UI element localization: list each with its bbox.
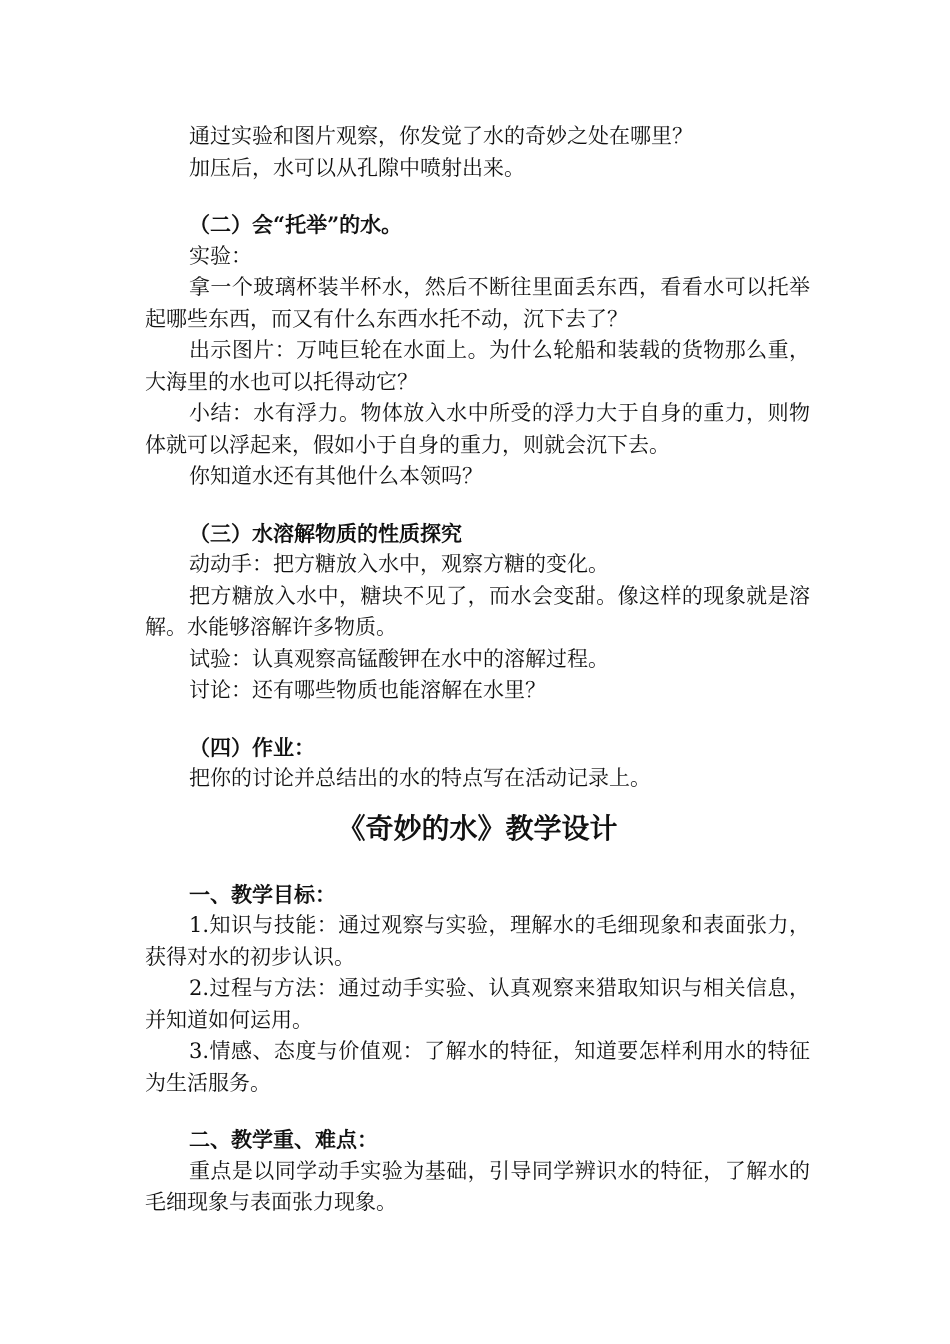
paragraph: 出示图片：万吨巨轮在水面上。为什么轮船和装载的货物那么重，大海里的水也可以托得动它？ bbox=[145, 338, 810, 394]
paragraph: 重点是以同学动手实验为基础，引导同学辨识水的特征，了解水的毛细现象与表面张力现象。 bbox=[145, 1158, 810, 1214]
document-body bbox=[145, 121, 810, 1219]
section-heading: （四）作业： bbox=[189, 734, 315, 760]
paragraph: 2.过程与方法：通过动手实验、认真观察来猎取知识与相关信息，并知道如何运用。 bbox=[145, 976, 810, 1032]
section-heading: 二、教学重、难点： bbox=[189, 1127, 378, 1152]
paragraph: 把方糖放入水中，糖块不见了，而水会变甜。像这样的现象就是溶解。水能够溶解许多物质。 bbox=[145, 583, 810, 639]
paragraph: 试验：认真观察高锰酸钾在水中的溶解过程。 bbox=[189, 646, 609, 671]
paragraph: 实验： bbox=[189, 243, 252, 268]
section-heading: （三）水溶解物质的性质探究 bbox=[189, 520, 462, 546]
paragraph: 讨论：还有哪些物质也能溶解在水里？ bbox=[189, 678, 546, 702]
paragraph: 把你的讨论并总结出的水的特点写在活动记录上。 bbox=[189, 766, 651, 790]
section-heading: （二）会“托举”的水。 bbox=[189, 212, 403, 237]
document-title: 《奇妙的水》教学设计 bbox=[337, 811, 618, 845]
section-heading: 一、教学目标： bbox=[189, 881, 336, 907]
paragraph: 动动手：把方糖放入水中，观察方糖的变化。 bbox=[189, 552, 609, 576]
paragraph: 通过实验和图片观察，你发觉了水的奇妙之处在哪里？ bbox=[189, 124, 693, 148]
paragraph: 1.知识与技能：通过观察与实验，理解水的毛细现象和表面张力，获得对水的初步认识。 bbox=[145, 913, 810, 969]
paragraph: 加压后，水可以从孔隙中喷射出来。 bbox=[189, 155, 525, 180]
paragraph: 你知道水还有其他什么本领吗？ bbox=[189, 464, 483, 488]
paragraph: 3.情感、态度与价值观：了解水的特征，知道要怎样利用水的特征为生活服务。 bbox=[145, 1039, 810, 1095]
paragraph: 拿一个玻璃杯装半杯水，然后不断往里面丢东西，看看水可以托举起哪些东西，而又有什么东西水托不动，沉下去了？ bbox=[145, 275, 810, 331]
paragraph: 小结：水有浮力。物体放入水中所受的浮力大于自身的重力，则物体就可以浮起来，假如小于自身的重力，则就会沉下去。 bbox=[145, 401, 810, 457]
